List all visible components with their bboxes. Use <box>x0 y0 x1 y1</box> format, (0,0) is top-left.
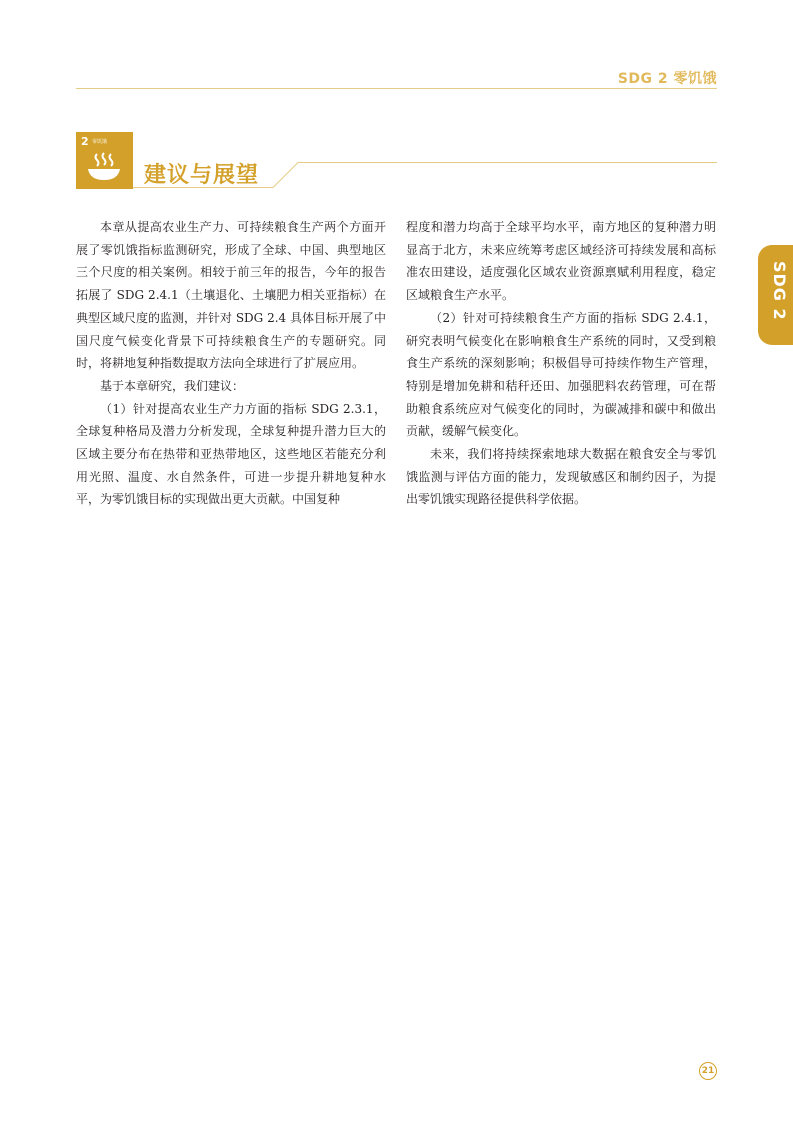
sdg-2-badge <box>76 132 133 189</box>
body-paragraph: 基于本章研究，我们建议： <box>100 378 245 393</box>
sdg-badge-number: 2 <box>81 135 89 148</box>
sdg-badge-label: 零饥饿 <box>92 139 108 145</box>
body-paragraph: （2）针对可持续粮食生产方面的指标 SDG 2.4.1，研究表明气候变化在影响粮食生产系统的同时，又受到粮食生产系统的深刻影响；积极倡导可持续作物生产管理，特别是增加免耕和秸秆还田、加强肥料农药管理，可在帮助粮食系统应对气候变化的同时，为碳减排和碳中和做出贡献，缓解气候变化。 <box>406 310 716 439</box>
section-title: 建议与展望 <box>144 163 260 188</box>
body-paragraph: 程度和潜力均高于全球平均水平，南方地区的复种潜力明显高于北方，未来应统筹考虑区域经济可持续发展和高标准农田建设，适度强化区域农业资源禀赋利用程度，稳定区域粮食生产水平。 <box>406 220 716 303</box>
body-paragraph: （1）针对提高农业生产力方面的指标 SDG 2.3.1，全球复种格局及潜力分析发现，全球复种提升潜力巨大的区域主要分布在热带和亚热带地区，这些地区若能充分利用光照、温度、水自然条件，可进一步提升耕地复种水平，为零饥饿目标的实现做出更大贡献。中国复种 <box>76 401 386 507</box>
page-number: 21 <box>699 1062 717 1080</box>
soup-bowl-icon <box>86 150 122 182</box>
chapter-side-tab <box>758 245 793 345</box>
chapter-side-tab-label: SDG 2 <box>770 261 789 321</box>
running-header-title: SDG 2 零饥饿 <box>617 71 717 87</box>
body-paragraph: 未来，我们将持续探索地球大数据在粮食安全与零饥饿监测与评估方面的能力，发现敏感区和制约因子，为提出零饥饿实现路径提供科学依据。 <box>406 447 716 507</box>
body-column-right <box>406 216 716 511</box>
body-column-left <box>76 216 386 511</box>
header-divider <box>76 88 717 89</box>
body-paragraph: 本章从提高农业生产力、可持续粮食生产两个方面开展了零饥饿指标监测研究，形成了全球、中国、典型地区三个尺度的相关案例。相较于前三年的报告，今年的报告拓展了 SDG 2.4.1（土壤退化、土壤肥力相关亚指标）在典型区域尺度的监测，并针对 SDG 2.4 具体目标开展了中国尺度气候变化背景下可持续粮食生产的专题研究。同时，将耕地复种指数提取方法向全球进行了扩展应用。 <box>76 220 386 371</box>
